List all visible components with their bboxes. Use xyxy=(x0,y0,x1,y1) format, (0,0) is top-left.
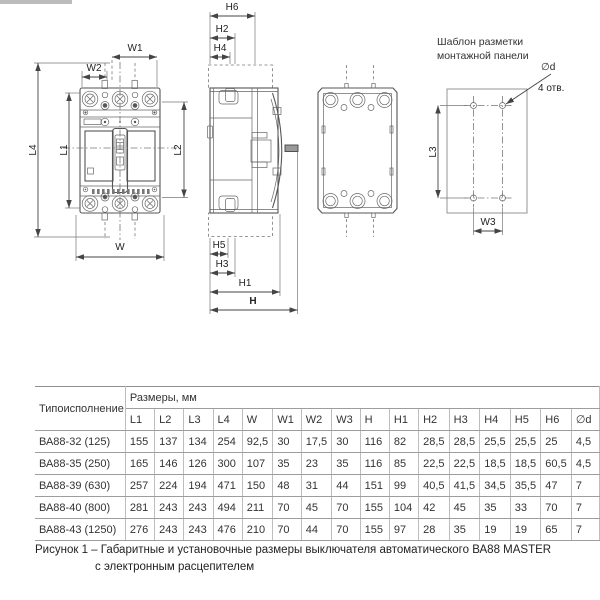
dim-label-w3: W3 xyxy=(480,217,496,228)
value-cell: 19 xyxy=(480,519,511,541)
caption-line-2: с электронным расцепителем xyxy=(95,561,255,573)
col-header-6: W1 xyxy=(273,409,301,431)
value-cell: 35 xyxy=(449,519,480,541)
hole-diameter-label: ∅d xyxy=(541,62,556,73)
value-cell: 47 xyxy=(541,475,572,497)
value-cell: 17,5 xyxy=(301,431,332,453)
dim-label-h: H xyxy=(249,296,257,307)
value-cell: 82 xyxy=(389,431,418,453)
col-header-group: Размеры, мм xyxy=(125,387,599,409)
side-toggle-handle xyxy=(285,145,298,152)
value-cell: 134 xyxy=(184,431,213,453)
template-title-line1: Шаблон разметки xyxy=(437,36,524,48)
value-cell: 151 xyxy=(360,475,389,497)
value-cell: 7 xyxy=(571,519,599,541)
dim-label-h3: H3 xyxy=(215,259,229,270)
dimensions-table xyxy=(35,386,600,541)
value-cell: 4,5 xyxy=(571,431,599,453)
value-cell: 281 xyxy=(125,497,154,519)
value-cell: 42 xyxy=(419,497,450,519)
dim-label-h4: H4 xyxy=(213,43,227,54)
value-cell: 107 xyxy=(242,453,273,475)
value-cell: 243 xyxy=(155,497,184,519)
value-cell: 146 xyxy=(155,453,184,475)
value-cell: 19 xyxy=(510,519,541,541)
col-header-5: W xyxy=(242,409,273,431)
value-cell: 22,5 xyxy=(449,453,480,475)
value-cell: 65 xyxy=(541,519,572,541)
value-cell: 25,5 xyxy=(480,431,511,453)
value-cell: 70 xyxy=(273,519,301,541)
value-cell: 40,5 xyxy=(419,475,450,497)
value-cell: 116 xyxy=(360,431,389,453)
holes-count-label: 4 отв. xyxy=(538,83,565,94)
value-cell: 243 xyxy=(184,497,213,519)
dim-label-w: W xyxy=(115,242,125,253)
table-row xyxy=(35,519,600,541)
value-cell: 97 xyxy=(389,519,418,541)
col-header-11: H2 xyxy=(419,409,450,431)
model-cell: ВА88-43 (1250) xyxy=(35,519,125,541)
value-cell: 45 xyxy=(449,497,480,519)
value-cell: 155 xyxy=(360,519,389,541)
col-header-16: ∅d xyxy=(571,409,599,431)
table-row xyxy=(35,453,600,475)
dim-label-h1: H1 xyxy=(238,278,252,289)
value-cell: 28 xyxy=(419,519,450,541)
table-row xyxy=(35,475,600,497)
col-header-8: W3 xyxy=(332,409,360,431)
value-cell: 18,5 xyxy=(480,453,511,475)
value-cell: 70 xyxy=(332,519,360,541)
value-cell: 60,5 xyxy=(541,453,572,475)
value-cell: 165 xyxy=(125,453,154,475)
front-view-drawing xyxy=(28,43,188,261)
col-header-12: H3 xyxy=(449,409,480,431)
col-header-2: L2 xyxy=(155,409,184,431)
dim-label-h6: H6 xyxy=(225,2,239,13)
value-cell: 18,5 xyxy=(510,453,541,475)
value-cell: 30 xyxy=(332,431,360,453)
value-cell: 70 xyxy=(541,497,572,519)
value-cell: 99 xyxy=(389,475,418,497)
value-cell: 116 xyxy=(360,453,389,475)
value-cell: 25,5 xyxy=(510,431,541,453)
table-header-row-1 xyxy=(35,387,600,409)
rear-terminals xyxy=(323,93,392,209)
value-cell: 276 xyxy=(125,519,154,541)
value-cell: 22,5 xyxy=(419,453,450,475)
caption-line-1: Рисунок 1 – Габаритные и установочные размеры выключателя автоматического ВА88 MASTER xyxy=(35,544,552,556)
value-cell: 155 xyxy=(125,431,154,453)
value-cell: 35,5 xyxy=(510,475,541,497)
value-cell: 44 xyxy=(332,475,360,497)
template-title-line2: монтажной панели xyxy=(437,50,529,62)
value-cell: 471 xyxy=(213,475,242,497)
col-header-13: H4 xyxy=(480,409,511,431)
value-cell: 48 xyxy=(273,475,301,497)
col-header-1: L1 xyxy=(125,409,154,431)
value-cell: 243 xyxy=(184,519,213,541)
value-cell: 35 xyxy=(480,497,511,519)
table-row xyxy=(35,497,600,519)
value-cell: 28,5 xyxy=(449,431,480,453)
dim-label-h2: H2 xyxy=(215,24,229,35)
value-cell: 137 xyxy=(155,431,184,453)
value-cell: 7 xyxy=(571,475,599,497)
value-cell: 25 xyxy=(541,431,572,453)
value-cell: 243 xyxy=(155,519,184,541)
value-cell: 45 xyxy=(301,497,332,519)
value-cell: 210 xyxy=(242,519,273,541)
value-cell: 155 xyxy=(360,497,389,519)
mounting-template-drawing xyxy=(428,36,564,235)
dim-label-h5: H5 xyxy=(212,240,226,251)
value-cell: 31 xyxy=(301,475,332,497)
value-cell: 150 xyxy=(242,475,273,497)
value-cell: 70 xyxy=(332,497,360,519)
figure-caption xyxy=(35,542,575,576)
dim-label-w2: W2 xyxy=(86,63,102,74)
value-cell: 44 xyxy=(301,519,332,541)
value-cell: 194 xyxy=(184,475,213,497)
model-cell: ВА88-32 (125) xyxy=(35,431,125,453)
value-cell: 35 xyxy=(332,453,360,475)
col-header-14: H5 xyxy=(510,409,541,431)
value-cell: 41,5 xyxy=(449,475,480,497)
dim-label-l2: L2 xyxy=(173,144,184,156)
model-cell: ВА88-39 (630) xyxy=(35,475,125,497)
rear-view-drawing xyxy=(318,65,397,237)
col-header-9: H xyxy=(360,409,389,431)
value-cell: 92,5 xyxy=(242,431,273,453)
mounting-holes xyxy=(471,103,506,202)
value-cell: 211 xyxy=(242,497,273,519)
col-header-model: Типоисполнение xyxy=(35,387,125,431)
value-cell: 23 xyxy=(301,453,332,475)
table-body xyxy=(35,431,600,541)
value-cell: 7 xyxy=(571,497,599,519)
table-row xyxy=(35,431,600,453)
value-cell: 476 xyxy=(213,519,242,541)
value-cell: 70 xyxy=(273,497,301,519)
col-header-7: W2 xyxy=(301,409,332,431)
value-cell: 85 xyxy=(389,453,418,475)
value-cell: 28,5 xyxy=(419,431,450,453)
terminal-strip-hatch xyxy=(92,189,150,194)
value-cell: 33 xyxy=(510,497,541,519)
dim-label-w1: W1 xyxy=(127,43,143,54)
dim-label-l4: L4 xyxy=(28,144,39,156)
value-cell: 494 xyxy=(213,497,242,519)
model-cell: ВА88-35 (250) xyxy=(35,453,125,475)
value-cell: 30 xyxy=(273,431,301,453)
value-cell: 254 xyxy=(213,431,242,453)
col-header-4: L4 xyxy=(213,409,242,431)
value-cell: 300 xyxy=(213,453,242,475)
value-cell: 224 xyxy=(155,475,184,497)
value-cell: 35 xyxy=(273,453,301,475)
dim-label-l3: L3 xyxy=(428,146,439,158)
value-cell: 104 xyxy=(389,497,418,519)
col-header-15: H6 xyxy=(541,409,572,431)
value-cell: 126 xyxy=(184,453,213,475)
value-cell: 4,5 xyxy=(571,453,599,475)
value-cell: 34,5 xyxy=(480,475,511,497)
col-header-10: H1 xyxy=(389,409,418,431)
value-cell: 257 xyxy=(125,475,154,497)
dim-label-l1: L1 xyxy=(59,144,70,156)
col-header-3: L3 xyxy=(184,409,213,431)
model-cell: ВА88-40 (800) xyxy=(35,497,125,519)
side-view-drawing xyxy=(208,2,299,314)
